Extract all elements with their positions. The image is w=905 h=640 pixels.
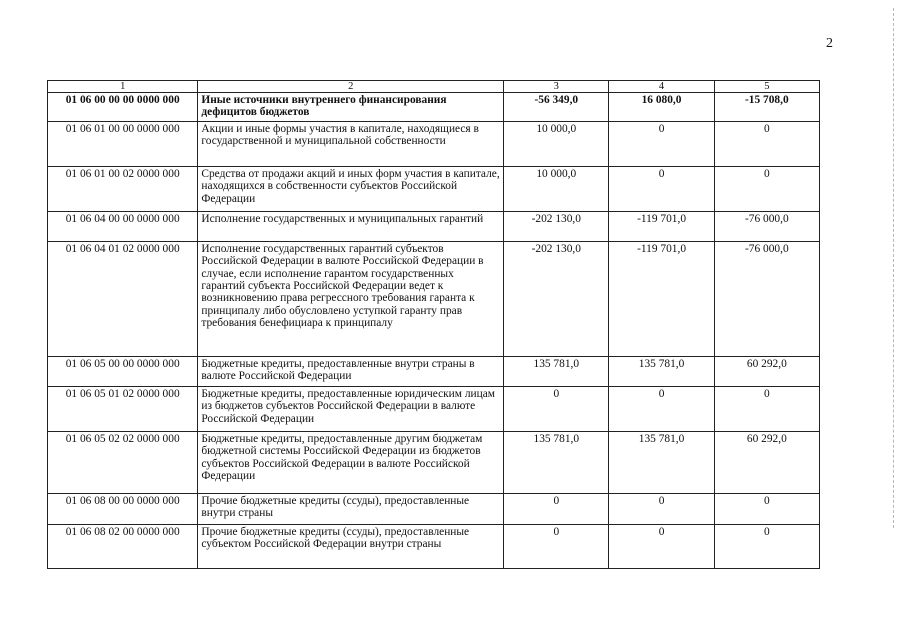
row-code: 01 06 08 02 00 0000 000 [48, 524, 198, 568]
table-row [48, 211, 820, 241]
row-code: 01 06 08 00 00 0000 000 [48, 493, 198, 524]
page-number: 2 [826, 36, 833, 51]
row-code: 01 06 05 02 02 0000 000 [48, 431, 198, 493]
row-value-col4: 0 [609, 386, 714, 431]
row-value-col5: -15 708,0 [714, 93, 819, 122]
row-value-col5: 0 [714, 386, 819, 431]
table-header-row [48, 81, 820, 93]
row-value-col4: 0 [609, 524, 714, 568]
row-value-col4: 16 080,0 [609, 93, 714, 122]
row-name: Средства от продажи акций и иных форм участия в капитале, находящихся в собственности субъектов Российской Федерации [198, 166, 504, 211]
row-name: Прочие бюджетные кредиты (ссуды), предоставленные субъектом Российской Федерации внутри страны [198, 524, 504, 568]
table-row [48, 431, 820, 493]
table-row [48, 386, 820, 431]
row-name: Исполнение государственных и муниципальных гарантий [198, 211, 504, 241]
table-row [48, 241, 820, 356]
row-value-col3: -202 130,0 [504, 211, 609, 241]
row-value-col3: -56 349,0 [504, 93, 609, 122]
header-col-5: 5 [714, 81, 819, 93]
row-value-col3: 0 [504, 493, 609, 524]
row-value-col4: 0 [609, 121, 714, 166]
row-code: 01 06 01 00 00 0000 000 [48, 121, 198, 166]
row-name: Акции и иные формы участия в капитале, находящиеся в государственной и муниципальной собственности [198, 121, 504, 166]
budget-sources-table [47, 80, 820, 569]
row-value-col3: -202 130,0 [504, 241, 609, 356]
row-code: 01 06 05 01 02 0000 000 [48, 386, 198, 431]
row-name: Исполнение государственных гарантий субъектов Российской Федерации в валюте Российской Федерации в случае, если исполнение гарантом государственных гарантий субъекта Российской Федерации ведет к возникновению права регрессного требования гаранта к принципалу либо обусловлено уступкой гаранту прав требования бенефициара к принципалу [198, 241, 504, 356]
row-value-col5: 0 [714, 524, 819, 568]
header-col-3: 3 [504, 81, 609, 93]
row-value-col5: -76 000,0 [714, 211, 819, 241]
row-value-col3: 10 000,0 [504, 121, 609, 166]
table-row [48, 121, 820, 166]
table-row [48, 493, 820, 524]
row-value-col5: 0 [714, 121, 819, 166]
row-code: 01 06 04 00 00 0000 000 [48, 211, 198, 241]
scan-edge-marks [893, 8, 898, 528]
row-value-col5: -76 000,0 [714, 241, 819, 356]
row-code: 01 06 00 00 00 0000 000 [48, 93, 198, 122]
row-value-col4: 0 [609, 493, 714, 524]
table-row [48, 356, 820, 386]
row-value-col5: 60 292,0 [714, 431, 819, 493]
row-value-col3: 135 781,0 [504, 356, 609, 386]
row-name: Иные источники внутреннего финансирования дефицитов бюджетов [198, 93, 504, 122]
row-value-col3: 135 781,0 [504, 431, 609, 493]
row-value-col4: 135 781,0 [609, 431, 714, 493]
row-value-col5: 60 292,0 [714, 356, 819, 386]
header-col-1: 1 [48, 81, 198, 93]
row-value-col4: -119 701,0 [609, 211, 714, 241]
header-col-4: 4 [609, 81, 714, 93]
header-col-2: 2 [198, 81, 504, 93]
table-row [48, 93, 820, 122]
row-value-col4: 135 781,0 [609, 356, 714, 386]
row-value-col5: 0 [714, 166, 819, 211]
row-value-col3: 0 [504, 524, 609, 568]
row-name: Бюджетные кредиты, предоставленные внутри страны в валюте Российской Федерации [198, 356, 504, 386]
row-code: 01 06 05 00 00 0000 000 [48, 356, 198, 386]
row-name: Прочие бюджетные кредиты (ссуды), предоставленные внутри страны [198, 493, 504, 524]
row-value-col3: 10 000,0 [504, 166, 609, 211]
row-name: Бюджетные кредиты, предоставленные юридическим лицам из бюджетов субъектов Российской Федерации в валюте Российской Федерации [198, 386, 504, 431]
table-row [48, 166, 820, 211]
row-code: 01 06 04 01 02 0000 000 [48, 241, 198, 356]
table-row [48, 524, 820, 568]
row-name: Бюджетные кредиты, предоставленные другим бюджетам бюджетной системы Российской Федерации из бюджетов субъектов Российской Федерации в валюте Российской Федерации [198, 431, 504, 493]
row-value-col4: -119 701,0 [609, 241, 714, 356]
row-value-col5: 0 [714, 493, 819, 524]
row-value-col3: 0 [504, 386, 609, 431]
row-value-col4: 0 [609, 166, 714, 211]
row-code: 01 06 01 00 02 0000 000 [48, 166, 198, 211]
